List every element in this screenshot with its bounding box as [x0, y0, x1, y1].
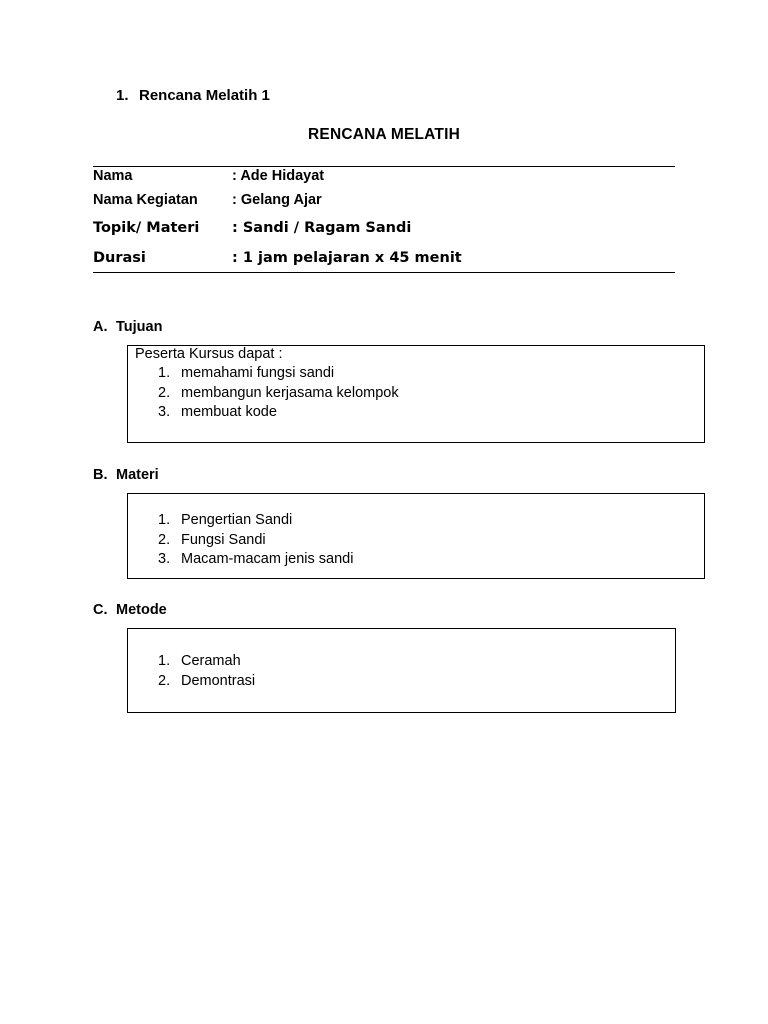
list-item	[158, 364, 399, 384]
info-label: Nama Kegiatan	[93, 192, 198, 208]
item-text: Macam-macam jenis sandi	[181, 551, 354, 567]
tujuan-box	[127, 345, 705, 443]
info-label: Nama	[93, 168, 133, 184]
item-text: membuat kode	[181, 404, 277, 420]
list-item	[158, 384, 399, 404]
section-letter: C.	[93, 602, 108, 618]
section-letter: B.	[93, 467, 108, 483]
list-item	[158, 652, 255, 672]
info-value: : Gelang Ajar	[232, 192, 322, 208]
section-title: Metode	[116, 602, 167, 618]
metode-box	[127, 628, 676, 713]
item-number: 2.	[158, 672, 171, 689]
bottom-divider	[93, 272, 675, 273]
item-text: membangun kerjasama kelompok	[181, 384, 399, 401]
item-text: memahami fungsi sandi	[181, 365, 335, 381]
item-number: 3.	[158, 551, 171, 567]
heading-text: Rencana Melatih 1	[139, 87, 270, 104]
materi-list	[158, 511, 353, 570]
info-value: : Ade Hidayat	[232, 168, 325, 184]
item-number: 1.	[158, 365, 171, 381]
section-letter: A.	[93, 319, 108, 335]
section-title: Materi	[116, 467, 159, 483]
section-title: Tujuan	[116, 319, 163, 335]
tujuan-intro: Peserta Kursus dapat :	[135, 346, 283, 362]
item-text: Ceramah	[181, 653, 241, 669]
item-number: 3.	[158, 404, 171, 420]
tujuan-list	[158, 364, 399, 423]
item-number: 2.	[158, 384, 171, 401]
heading-number: 1.	[116, 87, 129, 104]
section-heading	[116, 87, 270, 104]
list-item	[158, 511, 353, 531]
item-text: Fungsi Sandi	[181, 531, 266, 548]
top-divider	[93, 166, 675, 167]
materi-box	[127, 493, 705, 579]
item-text: Pengertian Sandi	[181, 512, 293, 528]
info-value: : 1 jam pelajaran x 45 menit	[232, 250, 462, 266]
section-b-heading	[93, 467, 159, 483]
list-item	[158, 672, 255, 692]
metode-list	[158, 652, 255, 691]
section-c-heading	[93, 602, 167, 618]
document-title: RENCANA MELATIH	[308, 126, 460, 143]
item-number: 1.	[158, 512, 171, 528]
info-value: : Sandi / Ragam Sandi	[232, 220, 412, 236]
list-item	[158, 531, 353, 551]
section-a-heading	[93, 319, 162, 335]
list-item	[158, 403, 399, 423]
item-number: 1.	[158, 653, 171, 669]
list-item	[158, 550, 353, 570]
info-label: Topik/ Materi	[93, 220, 200, 236]
item-number: 2.	[158, 531, 171, 548]
info-label: Durasi	[93, 250, 146, 266]
item-text: Demontrasi	[181, 672, 256, 689]
